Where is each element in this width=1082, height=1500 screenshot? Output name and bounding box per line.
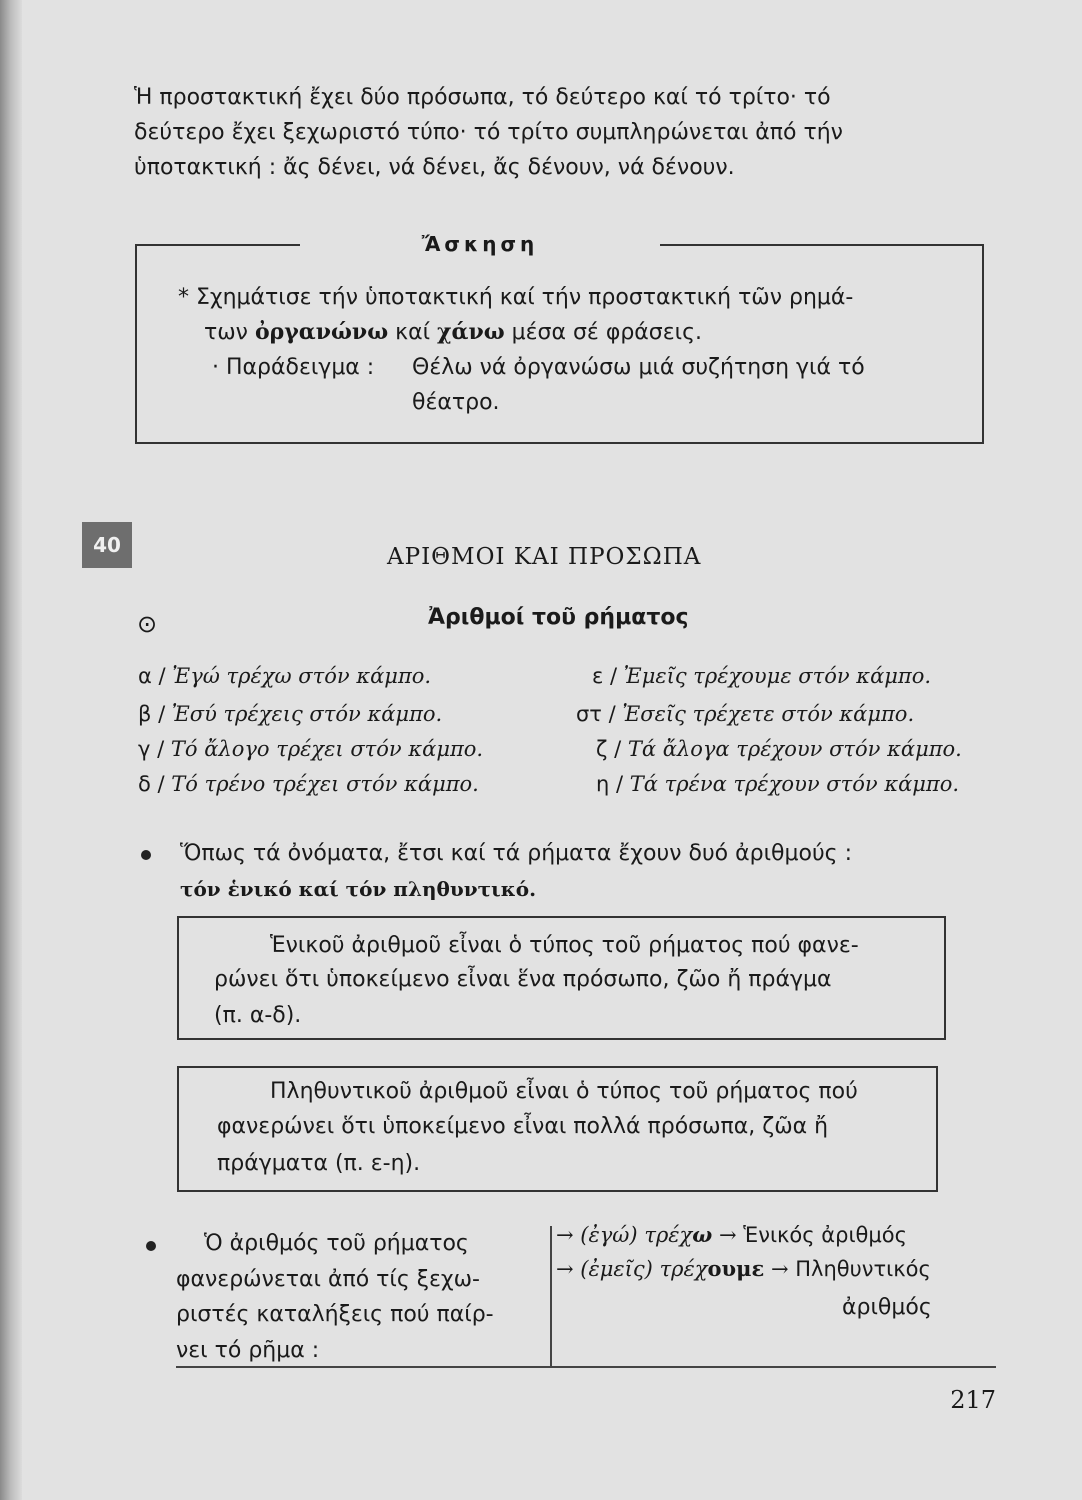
example-label: · Παράδειγμα :: [212, 355, 375, 380]
arrow-icon: →: [718, 1223, 737, 1247]
endings-left-line-4: νει τό ρῆμα :: [176, 1338, 320, 1363]
numbers-line-2: τόν ἑνικό καί τόν πληθυντικό.: [180, 877, 537, 901]
vertical-divider: [550, 1226, 552, 1368]
example-line-1: Θέλω νά ὀργανώσω μιά συζήτηση γιά τό: [412, 355, 865, 380]
plural-line-1: Πληθυντικοῦ ἀριθμοῦ εἶναι ὁ τύπος τοῦ ρήματος πού: [270, 1079, 858, 1104]
intro-line-1: Ἡ προστακτική ἔχει δύο πρόσωπα, τό δεύτερο καί τό τρίτο· τό: [134, 85, 831, 110]
arrow-icon: →: [556, 1223, 574, 1247]
lesson-number-badge: 40: [82, 522, 132, 568]
exercise-line-1: * Σχημάτισε τήν ὑποτακτική καί τήν προστακτική τῶν ρημά-: [178, 285, 854, 310]
lesson-title: ΑΡΙΘΜΟΙ ΚΑΙ ΠΡΟΣΩΠΑ: [387, 544, 702, 570]
verb-organono: ὀργανώνω: [254, 319, 389, 345]
example-c: γ / Τό ἄλογο τρέχει στόν κάμπο.: [138, 737, 484, 761]
numbers-line-1: Ὅπως τά ὀνόματα, ἔτσι καί τά ρήματα ἔχουν δυό ἀριθμούς :: [180, 841, 852, 866]
example-line-2: θέατρο.: [412, 390, 500, 415]
section-symbol-icon: ⊙: [137, 610, 158, 638]
singular-line-3: (π. α-δ).: [214, 1003, 302, 1028]
section-subtitle: Ἀριθμοί τοῦ ρήματος: [428, 605, 689, 630]
example-d: δ / Τό τρένο τρέχει στόν κάμπο.: [138, 772, 479, 796]
endings-left-line-3: ριστές καταλήξεις πού παίρ-: [176, 1302, 494, 1327]
endings-left-line-1: Ὁ ἀριθμός τοῦ ρήματος: [204, 1231, 469, 1256]
arrow-icon: →: [556, 1257, 574, 1281]
example-b: β / Ἐσύ τρέχεις στόν κάμπο.: [138, 702, 443, 726]
example-st: στ / Ἐσεῖς τρέχετε στόν κάμπο.: [576, 702, 915, 726]
example-h: η / Τά τρένα τρέχουν στόν κάμπο.: [596, 772, 960, 796]
exercise-title: Ἄσκηση: [300, 229, 660, 259]
ending-row-singular: → (ἐγώ) τρέχω → Ἑνικός ἀριθμός: [556, 1222, 907, 1247]
ending-row-plural: → (ἐμεῖς) τρέχουμε → Πληθυντικός: [556, 1256, 931, 1281]
endings-left-line-2: φανερώνεται ἀπό τίς ξεχω-: [176, 1267, 480, 1292]
example-e: ε / Ἐμεῖς τρέχουμε στόν κάμπο.: [592, 664, 932, 688]
bottom-rule: [176, 1366, 996, 1368]
plural-line-2: φανερώνει ὅτι ὑποκείμενο εἶναι πολλά πρόσωπα, ζῶα ἤ: [217, 1114, 829, 1139]
plural-line-3: πράγματα (π. ε-η).: [217, 1151, 421, 1176]
page-number: 217: [950, 1386, 996, 1414]
example-z: ζ / Τά ἄλογα τρέχουν στόν κάμπο.: [596, 737, 962, 761]
singular-line-1: Ἑνικοῦ ἀριθμοῦ εἶναι ὁ τύπος τοῦ ρήματος πού φανε-: [270, 933, 859, 958]
exercise-line-2: των ὀργανώνω καί χάνω μέσα σέ φράσεις.: [204, 319, 702, 345]
bullet-icon: [141, 850, 151, 860]
verb-chano: χάνω: [437, 319, 505, 345]
ending-row-plural-cont: ἀριθμός: [842, 1295, 932, 1320]
page-binding-shadow: [0, 0, 22, 1500]
intro-line-3: ὑποτακτική : ἄς δένει, νά δένει, ἄς δένουν, νά δένουν.: [134, 155, 735, 180]
singular-line-2: ρώνει ὅτι ὑποκείμενο εἶναι ἕνα πρόσωπο, ζῶο ἤ πράγμα: [214, 967, 832, 992]
intro-line-2: δεύτερο ἔχει ξεχωριστό τύπο· τό τρίτο συμπληρώνεται ἀπό τήν: [134, 120, 843, 145]
example-a: α / Ἐγώ τρέχω στόν κάμπο.: [138, 664, 432, 688]
bullet-icon: [146, 1241, 156, 1251]
arrow-icon: →: [770, 1257, 789, 1281]
